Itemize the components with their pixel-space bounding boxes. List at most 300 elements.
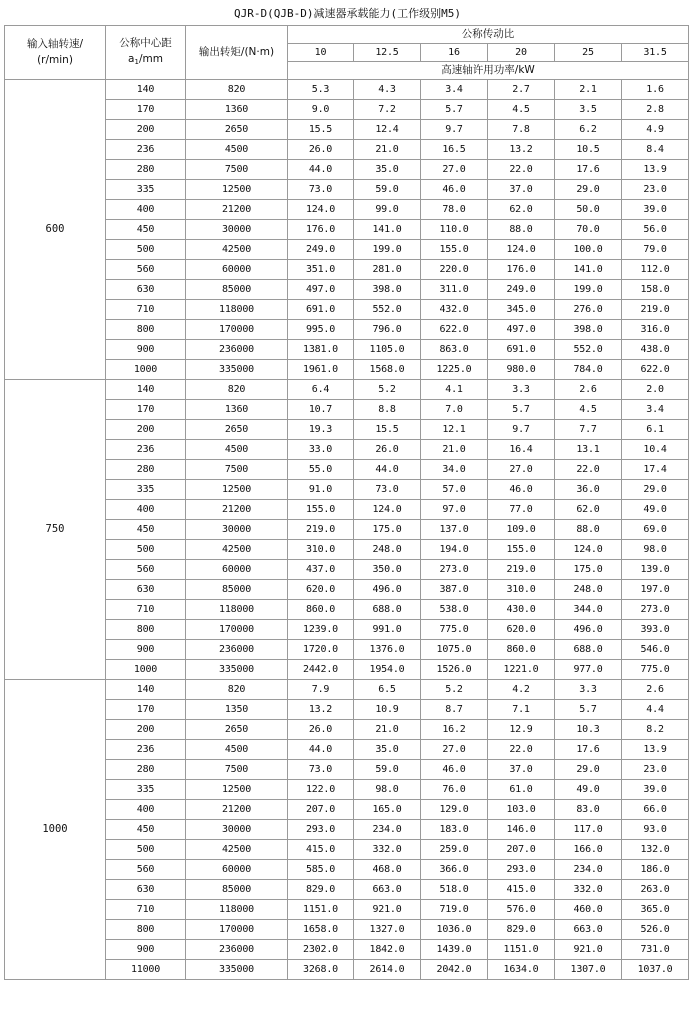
power-cell: 8.4 [622, 140, 689, 160]
table-row [5, 80, 689, 100]
center-distance-cell: 800 [106, 920, 186, 940]
output-torque-cell: 335000 [186, 960, 288, 980]
power-cell: 4.4 [622, 700, 689, 720]
load-capacity-table [4, 25, 689, 980]
table-row [5, 920, 689, 940]
power-cell: 15.5 [288, 120, 354, 140]
power-cell: 538.0 [421, 600, 488, 620]
power-cell: 1036.0 [421, 920, 488, 940]
power-cell: 15.5 [354, 420, 421, 440]
center-distance-cell: 140 [106, 680, 186, 700]
power-cell: 21.0 [354, 140, 421, 160]
power-cell: 1658.0 [288, 920, 354, 940]
ratio-header-cell: 25 [555, 44, 622, 62]
power-cell: 365.0 [622, 900, 689, 920]
power-cell: 332.0 [555, 880, 622, 900]
output-torque-cell: 236000 [186, 340, 288, 360]
power-cell: 55.0 [288, 460, 354, 480]
input-speed-unit: (r/min) [37, 54, 73, 66]
power-cell: 2.7 [488, 80, 555, 100]
power-cell: 219.0 [288, 520, 354, 540]
power-cell: 1954.0 [354, 660, 421, 680]
table-row [5, 560, 689, 580]
power-cell: 281.0 [354, 260, 421, 280]
power-cell: 66.0 [622, 800, 689, 820]
power-cell: 234.0 [354, 820, 421, 840]
output-torque-cell: 30000 [186, 520, 288, 540]
center-distance-cell: 900 [106, 940, 186, 960]
power-cell: 10.5 [555, 140, 622, 160]
power-cell: 100.0 [555, 240, 622, 260]
table-row [5, 760, 689, 780]
table-row [5, 700, 689, 720]
power-cell: 497.0 [288, 280, 354, 300]
power-cell: 110.0 [421, 220, 488, 240]
output-torque-cell: 21200 [186, 200, 288, 220]
power-cell: 175.0 [555, 560, 622, 580]
center-distance-cell: 280 [106, 760, 186, 780]
power-cell: 76.0 [421, 780, 488, 800]
center-distance-cell: 400 [106, 800, 186, 820]
power-cell: 1151.0 [488, 940, 555, 960]
power-cell: 23.0 [622, 760, 689, 780]
table-row [5, 340, 689, 360]
table-row [5, 720, 689, 740]
center-distance-cell: 500 [106, 240, 186, 260]
power-cell: 39.0 [622, 780, 689, 800]
output-torque-cell: 30000 [186, 220, 288, 240]
power-cell: 351.0 [288, 260, 354, 280]
power-cell: 4.5 [488, 100, 555, 120]
power-cell: 622.0 [421, 320, 488, 340]
power-cell: 1221.0 [488, 660, 555, 680]
power-cell: 19.3 [288, 420, 354, 440]
power-cell: 784.0 [555, 360, 622, 380]
power-cell: 4.9 [622, 120, 689, 140]
power-cell: 1439.0 [421, 940, 488, 960]
power-cell: 234.0 [555, 860, 622, 880]
power-cell: 9.7 [488, 420, 555, 440]
center-distance-cell: 140 [106, 80, 186, 100]
power-cell: 293.0 [288, 820, 354, 840]
table-row [5, 940, 689, 960]
output-torque-cell: 60000 [186, 260, 288, 280]
output-torque-cell: 85000 [186, 880, 288, 900]
table-body [5, 80, 689, 980]
power-cell: 207.0 [488, 840, 555, 860]
power-cell: 21.0 [354, 720, 421, 740]
power-cell: 691.0 [288, 300, 354, 320]
output-torque-cell: 236000 [186, 640, 288, 660]
power-cell: 688.0 [354, 600, 421, 620]
power-cell: 91.0 [288, 480, 354, 500]
power-cell: 332.0 [354, 840, 421, 860]
power-cell: 73.0 [288, 760, 354, 780]
table-row [5, 120, 689, 140]
output-torque-cell: 170000 [186, 920, 288, 940]
power-cell: 219.0 [488, 560, 555, 580]
power-cell: 1.6 [622, 80, 689, 100]
power-cell: 124.0 [555, 540, 622, 560]
power-cell: 468.0 [354, 860, 421, 880]
power-cell: 5.7 [555, 700, 622, 720]
power-cell: 34.0 [421, 460, 488, 480]
power-cell: 62.0 [488, 200, 555, 220]
power-cell: 387.0 [421, 580, 488, 600]
power-cell: 29.0 [555, 180, 622, 200]
table-row [5, 600, 689, 620]
power-cell: 176.0 [488, 260, 555, 280]
power-cell: 293.0 [488, 860, 555, 880]
power-cell: 248.0 [555, 580, 622, 600]
power-cell: 109.0 [488, 520, 555, 540]
power-cell: 497.0 [488, 320, 555, 340]
output-torque-cell: 60000 [186, 860, 288, 880]
power-cell: 22.0 [488, 740, 555, 760]
table-row [5, 620, 689, 640]
center-distance-cell: 900 [106, 640, 186, 660]
ratio-header-cell: 20 [488, 44, 555, 62]
power-cell: 139.0 [622, 560, 689, 580]
power-cell: 27.0 [421, 740, 488, 760]
power-cell: 1376.0 [354, 640, 421, 660]
power-cell: 622.0 [622, 360, 689, 380]
center-distance-cell: 710 [106, 900, 186, 920]
power-cell: 59.0 [354, 180, 421, 200]
output-torque-cell: 7500 [186, 160, 288, 180]
power-cell: 663.0 [555, 920, 622, 940]
power-cell: 1842.0 [354, 940, 421, 960]
power-cell: 3.3 [555, 680, 622, 700]
power-cell: 10.4 [622, 440, 689, 460]
power-cell: 6.4 [288, 380, 354, 400]
table-row [5, 640, 689, 660]
power-cell: 44.0 [288, 740, 354, 760]
output-torque-cell: 4500 [186, 140, 288, 160]
power-cell: 46.0 [488, 480, 555, 500]
power-cell: 345.0 [488, 300, 555, 320]
power-cell: 73.0 [288, 180, 354, 200]
power-cell: 29.0 [555, 760, 622, 780]
output-torque-cell: 820 [186, 80, 288, 100]
center-distance-subscript: 1 [134, 57, 139, 66]
power-cell: 2.1 [555, 80, 622, 100]
nominal-ratio-header: 公称传动比 [288, 26, 689, 44]
power-cell: 393.0 [622, 620, 689, 640]
center-distance-cell: 200 [106, 420, 186, 440]
center-distance-cell: 560 [106, 260, 186, 280]
power-cell: 1239.0 [288, 620, 354, 640]
output-torque-cell: 42500 [186, 240, 288, 260]
power-cell: 16.2 [421, 720, 488, 740]
power-cell: 13.9 [622, 160, 689, 180]
table-row [5, 280, 689, 300]
power-cell: 10.9 [354, 700, 421, 720]
power-cell: 21.0 [421, 440, 488, 460]
power-cell: 829.0 [488, 920, 555, 940]
center-distance-cell: 236 [106, 740, 186, 760]
power-cell: 27.0 [421, 160, 488, 180]
power-cell: 10.3 [555, 720, 622, 740]
center-distance-cell: 200 [106, 120, 186, 140]
power-cell: 620.0 [288, 580, 354, 600]
power-cell: 57.0 [421, 480, 488, 500]
input-speed-label: 输入轴转速/ [26, 38, 84, 50]
power-cell: 186.0 [622, 860, 689, 880]
power-cell: 79.0 [622, 240, 689, 260]
output-torque-cell: 42500 [186, 540, 288, 560]
power-cell: 44.0 [288, 160, 354, 180]
center-distance-cell: 400 [106, 200, 186, 220]
center-distance-cell: 11000 [106, 960, 186, 980]
output-torque-cell: 30000 [186, 820, 288, 840]
ratio-header-cell: 12.5 [354, 44, 421, 62]
power-cell: 49.0 [622, 500, 689, 520]
power-cell: 199.0 [555, 280, 622, 300]
power-cell: 141.0 [555, 260, 622, 280]
output-torque-cell: 1360 [186, 400, 288, 420]
power-cell: 13.9 [622, 740, 689, 760]
power-cell: 98.0 [622, 540, 689, 560]
power-cell: 2614.0 [354, 960, 421, 980]
power-cell: 9.0 [288, 100, 354, 120]
power-cell: 860.0 [288, 600, 354, 620]
power-cell: 37.0 [488, 180, 555, 200]
power-cell: 249.0 [288, 240, 354, 260]
power-cell: 17.6 [555, 160, 622, 180]
power-cell: 175.0 [354, 520, 421, 540]
input-speed-header [5, 26, 106, 80]
power-cell: 122.0 [288, 780, 354, 800]
power-cell: 2042.0 [421, 960, 488, 980]
power-cell: 166.0 [555, 840, 622, 860]
output-torque-cell: 118000 [186, 900, 288, 920]
power-cell: 688.0 [555, 640, 622, 660]
output-torque-cell: 170000 [186, 620, 288, 640]
power-cell: 26.0 [354, 440, 421, 460]
power-cell: 4.3 [354, 80, 421, 100]
center-distance-cell: 900 [106, 340, 186, 360]
power-cell: 663.0 [354, 880, 421, 900]
power-cell: 6.5 [354, 680, 421, 700]
power-cell: 36.0 [555, 480, 622, 500]
center-distance-cell: 140 [106, 380, 186, 400]
center-distance-cell: 335 [106, 480, 186, 500]
power-cell: 61.0 [488, 780, 555, 800]
output-torque-cell: 7500 [186, 460, 288, 480]
power-cell: 93.0 [622, 820, 689, 840]
power-cell: 775.0 [622, 660, 689, 680]
center-distance-cell: 170 [106, 100, 186, 120]
table-row [5, 440, 689, 460]
power-cell: 88.0 [488, 220, 555, 240]
power-cell: 430.0 [488, 600, 555, 620]
center-distance-cell: 630 [106, 580, 186, 600]
power-cell: 7.9 [288, 680, 354, 700]
power-cell: 796.0 [354, 320, 421, 340]
power-cell: 863.0 [421, 340, 488, 360]
power-cell: 12.9 [488, 720, 555, 740]
power-cell: 4.2 [488, 680, 555, 700]
power-cell: 124.0 [288, 200, 354, 220]
power-cell: 1037.0 [622, 960, 689, 980]
power-cell: 117.0 [555, 820, 622, 840]
center-distance-cell: 280 [106, 460, 186, 480]
center-distance-cell: 800 [106, 620, 186, 640]
ratio-header-cell: 16 [421, 44, 488, 62]
power-cell: 137.0 [421, 520, 488, 540]
power-cell: 344.0 [555, 600, 622, 620]
power-cell: 3268.0 [288, 960, 354, 980]
center-distance-cell: 335 [106, 780, 186, 800]
power-cell: 398.0 [555, 320, 622, 340]
center-distance-cell: 280 [106, 160, 186, 180]
power-cell: 219.0 [622, 300, 689, 320]
power-cell: 13.2 [288, 700, 354, 720]
center-distance-unit: /mm [138, 52, 163, 65]
power-cell: 199.0 [354, 240, 421, 260]
output-torque-cell: 21200 [186, 800, 288, 820]
power-cell: 6.2 [555, 120, 622, 140]
power-cell: 1225.0 [421, 360, 488, 380]
table-row [5, 960, 689, 980]
power-cell: 366.0 [421, 860, 488, 880]
power-cell: 921.0 [555, 940, 622, 960]
center-distance-cell: 560 [106, 560, 186, 580]
power-cell: 276.0 [555, 300, 622, 320]
power-cell: 194.0 [421, 540, 488, 560]
table-row [5, 160, 689, 180]
power-cell: 860.0 [488, 640, 555, 660]
output-torque-cell: 236000 [186, 940, 288, 960]
table-row [5, 400, 689, 420]
table-row [5, 200, 689, 220]
power-cell: 248.0 [354, 540, 421, 560]
power-cell: 9.7 [421, 120, 488, 140]
table-row [5, 100, 689, 120]
power-cell: 546.0 [622, 640, 689, 660]
power-cell: 432.0 [421, 300, 488, 320]
power-cell: 5.2 [354, 380, 421, 400]
power-cell: 437.0 [288, 560, 354, 580]
table-row [5, 740, 689, 760]
power-cell: 35.0 [354, 160, 421, 180]
power-cell: 39.0 [622, 200, 689, 220]
power-cell: 12.1 [421, 420, 488, 440]
power-cell: 1327.0 [354, 920, 421, 940]
power-cell: 1105.0 [354, 340, 421, 360]
power-cell: 176.0 [288, 220, 354, 240]
power-cell: 7.1 [488, 700, 555, 720]
table-header [5, 26, 689, 80]
power-cell: 12.4 [354, 120, 421, 140]
power-cell: 1720.0 [288, 640, 354, 660]
power-cell: 552.0 [555, 340, 622, 360]
power-cell: 129.0 [421, 800, 488, 820]
power-cell: 2302.0 [288, 940, 354, 960]
power-cell: 415.0 [488, 880, 555, 900]
center-distance-cell: 1000 [106, 660, 186, 680]
power-unit-header: 高速轴许用功率/kW [288, 62, 689, 80]
table-row [5, 780, 689, 800]
power-cell: 155.0 [421, 240, 488, 260]
power-cell: 2.6 [622, 680, 689, 700]
power-cell: 691.0 [488, 340, 555, 360]
power-cell: 991.0 [354, 620, 421, 640]
output-torque-cell: 60000 [186, 560, 288, 580]
table-row [5, 660, 689, 680]
power-cell: 259.0 [421, 840, 488, 860]
power-cell: 2.6 [555, 380, 622, 400]
power-cell: 620.0 [488, 620, 555, 640]
output-torque-cell: 85000 [186, 580, 288, 600]
output-torque-cell: 2650 [186, 420, 288, 440]
power-cell: 1307.0 [555, 960, 622, 980]
power-cell: 27.0 [488, 460, 555, 480]
output-torque-cell: 118000 [186, 300, 288, 320]
output-torque-cell: 1350 [186, 700, 288, 720]
power-cell: 26.0 [288, 140, 354, 160]
power-cell: 44.0 [354, 460, 421, 480]
center-distance-cell: 800 [106, 320, 186, 340]
output-torque-cell: 21200 [186, 500, 288, 520]
power-cell: 7.2 [354, 100, 421, 120]
output-torque-cell: 335000 [186, 660, 288, 680]
center-distance-label: 公称中心距 [119, 36, 172, 49]
input-speed-cell: 1000 [5, 680, 106, 980]
center-distance-cell: 400 [106, 500, 186, 520]
power-cell: 146.0 [488, 820, 555, 840]
center-distance-cell: 170 [106, 700, 186, 720]
table-row [5, 580, 689, 600]
power-cell: 4.5 [555, 400, 622, 420]
table-row [5, 260, 689, 280]
power-cell: 552.0 [354, 300, 421, 320]
power-cell: 59.0 [354, 760, 421, 780]
power-cell: 17.6 [555, 740, 622, 760]
center-distance-cell: 500 [106, 840, 186, 860]
output-torque-cell: 118000 [186, 600, 288, 620]
table-title: QJR-D(QJB-D)减速器承载能力(工作级别M5) [234, 7, 461, 20]
output-torque-cell: 4500 [186, 740, 288, 760]
power-cell: 88.0 [555, 520, 622, 540]
table-row [5, 520, 689, 540]
power-cell: 220.0 [421, 260, 488, 280]
power-cell: 1151.0 [288, 900, 354, 920]
center-distance-cell: 450 [106, 220, 186, 240]
power-cell: 526.0 [622, 920, 689, 940]
power-cell: 183.0 [421, 820, 488, 840]
table-row [5, 420, 689, 440]
power-cell: 1961.0 [288, 360, 354, 380]
output-torque-cell: 12500 [186, 180, 288, 200]
power-cell: 49.0 [555, 780, 622, 800]
center-distance-cell: 236 [106, 440, 186, 460]
power-cell: 576.0 [488, 900, 555, 920]
power-cell: 1075.0 [421, 640, 488, 660]
power-cell: 829.0 [288, 880, 354, 900]
power-cell: 8.7 [421, 700, 488, 720]
power-cell: 438.0 [622, 340, 689, 360]
table-row [5, 860, 689, 880]
power-cell: 1568.0 [354, 360, 421, 380]
table-row [5, 240, 689, 260]
center-distance-cell: 335 [106, 180, 186, 200]
table-row [5, 500, 689, 520]
power-cell: 5.2 [421, 680, 488, 700]
power-cell: 5.7 [421, 100, 488, 120]
power-cell: 995.0 [288, 320, 354, 340]
